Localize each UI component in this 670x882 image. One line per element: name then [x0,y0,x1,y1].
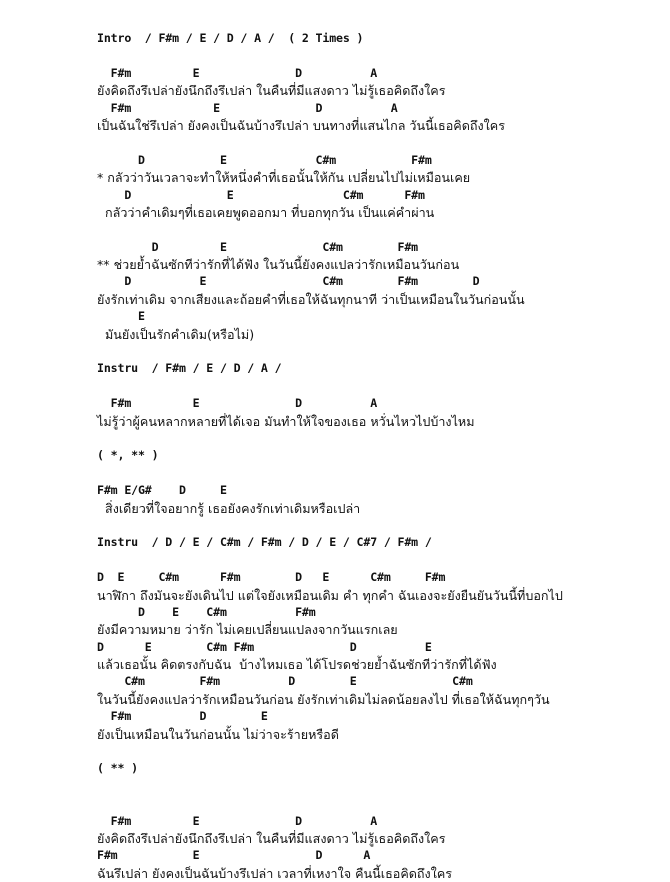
chord-line: D E C#m F#m D [97,274,480,289]
spacer [97,378,627,395]
chord-line: F#m E D A [97,813,378,828]
chord-line: D E C#m F#m [97,187,425,202]
spacer [97,465,627,482]
chord-line: C#m F#m D E C#m [97,674,473,689]
lyric-line: สิ่งเดียวที่ใจอยากรู้ เธอยังคงรักเท่าเดิมหรือเปล่า [97,500,361,516]
section-header: Intro / F#m / E / D / A / ( 2 Times ) [97,31,364,45]
chord-line: F#m E D A [97,396,378,411]
spacer [97,778,627,795]
lyric-line: แล้วเธอนั้น คิดตรงกับฉัน บ้างไหมเธอ ได้โปรดช่วยย้ำฉันซักทีว่ารักที่ได้ฟัง [97,657,497,673]
spacer [97,517,627,534]
chord-line: F#m E D A [97,100,398,115]
chord-line: F#m E D A [97,848,371,863]
lyric-line: ไม่รู้ว่าผู้คนหลากหลายที่ได้เจอ มันทำให้ใจของเธอ หวั่นไหวไปบ้างไหม [97,413,475,429]
lyric-line: ยังคิดถึงรึเปล่ายังนึกถึงรึเปล่า ในคืนที่มีแสงดาว ไม่รู้เธอคิดถึงใคร [97,83,446,99]
lyric-line: ยังรักเท่าเดิม จากเสียงและถ้อยคำที่เธอให้ฉันทุกนาที ว่าเป็นเหมือนในวันก่อนนั้น [97,291,525,307]
chord-line: F#m E D A [97,65,378,80]
lyric-line: ยังเป็นเหมือนในวันก่อนนั้น ไม่ว่าจะร้ายหรือดี [97,726,339,742]
lyric-line: เป็นฉันใช่รึเปล่า ยังคงเป็นฉันบ้างรึเปล่า บนทางที่แสนไกล วันนี้เธอคิดถึงใคร [97,117,505,133]
chord-sheet [97,30,627,882]
section-header: Instru / F#m / E / D / A / [97,361,282,376]
repeat-marker: ( ** ) [97,761,138,776]
lyric-line: กลัวว่าคำเดิมๆที่เธอเคยพูดออกมา ที่บอกทุกวัน เป็นแค่คำผ่าน [97,204,435,220]
spacer [97,221,627,238]
lyric-line: มันยังเป็นรักคำเดิม(หรือไม่) [97,326,255,342]
chord-line: E [97,309,145,324]
spacer [97,743,627,760]
lyric-line: ยังมีความหมาย ว่ารัก ไม่เคยเปลี่ยนแปลงจากวันแรกเลย [97,622,398,638]
chord-line: F#m E/G# D E [97,483,227,498]
lyric-line: ** ช่วยย้ำฉันซักทีว่ารักที่ได้ฟัง ในวันนี้ยังคงแปลว่ารักเหมือนวันก่อน [97,257,460,273]
section-header: Instru / D / E / C#m / F#m / D / E / C#7 / F#m / [97,535,432,550]
spacer [97,552,627,569]
spacer [97,430,627,447]
chord-line: D E C#m F#m D E [97,639,432,654]
spacer [97,134,627,151]
spacer [97,343,627,360]
spacer [97,47,627,64]
spacer [97,795,627,812]
lyric-line: ยังคิดถึงรึเปล่ายังนึกถึงรึเปล่า ในคืนที่มีแสงดาว ไม่รู้เธอคิดถึงใคร [97,830,446,846]
lyric-line: * กลัวว่าวันเวลาจะทำให้หนึ่งคำที่เธอนั้นให้กัน เปลี่ยนไปไม่เหมือนเคย [97,170,471,186]
lyric-line: ฉันรึเปล่า ยังคงเป็นฉันบ้างรึเปล่า เวลาที่เหงาใจ คืนนี้เธอคิดถึงใคร [97,865,453,881]
chord-line: D E C#m F#m [97,239,419,254]
lyric-line: นาฬิกา ถึงมันจะยังเดินไป แต่ใจยังเหมือนเดิม คำ ทุกคำ ฉันเองจะยังยืนยันวันนี้ที่บอกไป [97,587,563,603]
lyric-line: ในวันนี้ยังคงแปลว่ารักเหมือนวันก่อน ยังรักเท่าเดิมไม่ลดน้อยลงไป ที่เธอให้ฉันทุกๆวัน [97,691,550,707]
chord-line: D E C#m F#m [97,604,316,619]
chord-line: D E C#m F#m [97,152,432,167]
repeat-marker: ( *, ** ) [97,448,159,463]
chord-line: D E C#m F#m D E C#m F#m [97,570,446,585]
chord-line: F#m D E [97,709,268,724]
